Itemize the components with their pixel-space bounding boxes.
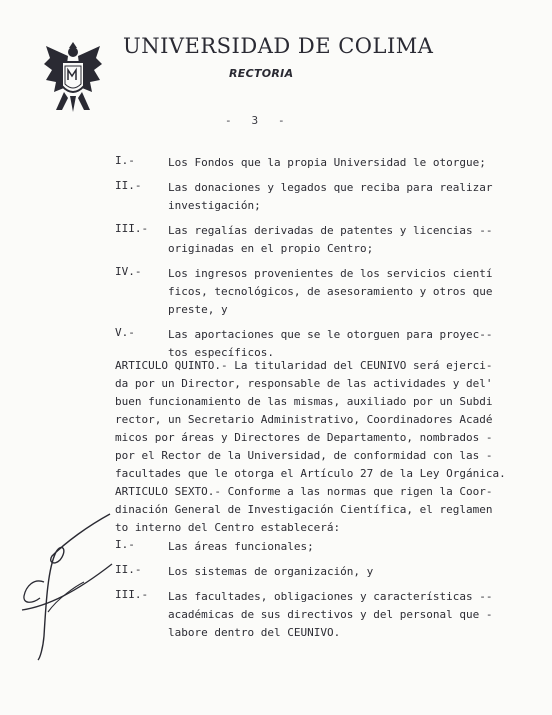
paragraph-line: ARTICULO SEXTO.- Conforme a las normas que rigen la Coor- bbox=[115, 485, 493, 498]
regulation-list bbox=[115, 538, 495, 649]
office-title: RECTORIA bbox=[229, 67, 294, 80]
list-item-line: académicas de sus directivos y del personal que - bbox=[168, 608, 493, 621]
list-item-line: Los Fondos que la propia Universidad le otorgue; bbox=[168, 156, 486, 169]
paragraph-line: rector, un Secretario Administrativo, Coordinadores Acadé bbox=[115, 413, 493, 426]
list-item-line: Las donaciones y legados que reciba para realizar bbox=[168, 181, 493, 194]
list-item-line: originadas en el propio Centro; bbox=[168, 242, 374, 255]
list-item-number: I.- bbox=[115, 538, 135, 551]
list-item-line: labore dentro del CEUNIVO. bbox=[168, 626, 341, 639]
list-item-line: Las facultades, obligaciones y características -- bbox=[168, 590, 493, 603]
list-item bbox=[115, 222, 495, 258]
handwritten-signature bbox=[18, 512, 128, 662]
list-item bbox=[115, 154, 495, 172]
list-item-number: II.- bbox=[115, 179, 142, 192]
list-item-number: III.- bbox=[115, 588, 149, 601]
paragraph-line: buen funcionamiento de las mismas, auxiliado por un Subdi bbox=[115, 395, 493, 408]
paragraph-line: por el Rector de la Universidad, de conformidad con las - bbox=[115, 449, 493, 462]
list-item-number: III.- bbox=[115, 222, 149, 235]
list-item-line: investigación; bbox=[168, 199, 261, 212]
list-item-line: Las regalías derivadas de patentes y licencias -- bbox=[168, 224, 493, 237]
funding-sources-list bbox=[115, 154, 495, 369]
articles-paragraph bbox=[115, 357, 506, 537]
list-item-line: ficos, tecnológicos, de asesoramiento y otros que bbox=[168, 285, 493, 298]
list-item-line: Los ingresos provenientes de los servicios cientí bbox=[168, 267, 493, 280]
list-item-line: Las aportaciones que se le otorguen para proyec-- bbox=[168, 328, 493, 341]
university-crest-logo bbox=[44, 40, 102, 112]
list-item bbox=[115, 179, 495, 215]
list-item bbox=[115, 538, 495, 556]
list-item bbox=[115, 588, 495, 642]
paragraph-line: da por un Director, responsable de las actividades y del' bbox=[115, 377, 493, 390]
paragraph-line: dinación General de Investigación Científica, el reglamen bbox=[115, 503, 493, 516]
paragraph-line: micos por áreas y Directores de Departamento, nombrados - bbox=[115, 431, 493, 444]
paragraph-line: facultades que le otorga el Artículo 27 de la Ley Orgánica. bbox=[115, 467, 506, 480]
list-item-number: II.- bbox=[115, 563, 142, 576]
list-item-number: I.- bbox=[115, 154, 135, 167]
list-item-line: Los sistemas de organización, y bbox=[168, 565, 374, 578]
paragraph-line: ARTICULO QUINTO.- La titularidad del CEUNIVO será ejerci- bbox=[115, 359, 493, 372]
list-item bbox=[115, 265, 495, 319]
list-item-number: IV.- bbox=[115, 265, 142, 278]
list-item bbox=[115, 563, 495, 581]
list-item-line: preste, y bbox=[168, 303, 228, 316]
list-item-line: tos específicos. bbox=[168, 346, 274, 359]
paragraph-line: to interno del Centro establecerá: bbox=[115, 521, 341, 534]
page-number: - 3 - bbox=[225, 114, 285, 127]
university-name: UNIVERSIDAD DE COLIMA bbox=[123, 34, 434, 58]
list-item-line: Las áreas funcionales; bbox=[168, 540, 314, 553]
list-item-number: V.- bbox=[115, 326, 135, 339]
